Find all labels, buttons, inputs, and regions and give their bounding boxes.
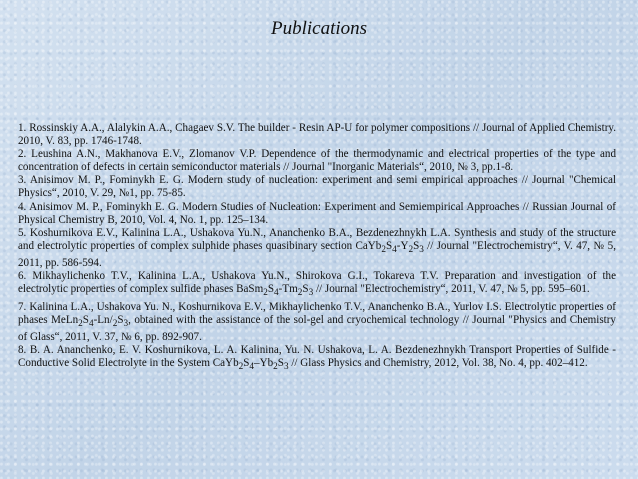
publication-text: // Glass Physics and Chemistry, 2012, Vol. 38, No. 4, pp. 402–412. [288, 357, 588, 370]
publication-text: 7. Kalinina L.A., Ushakova Yu. N., Koshurnikova E.V., Mikhaylichenko T.V., Ananchenko B.A., Yurlov I.S. Electrolytic properties of phases [18, 300, 616, 326]
publication-item [18, 301, 616, 345]
publication-item [18, 344, 616, 374]
publication-item: 2. Leushina A.N., Makhanova E.V., Zlomanov V.P. Dependence of the thermodynamic and electrical properties of the type and concentration of defects in certain semiconductor materials // Journal "Inorganic Materials“, 2010, № 3, pp.1-8. [18, 148, 616, 174]
slide-title: Publications [270, 18, 368, 39]
publication-item [18, 227, 616, 271]
publication-text: 6. Mikhaylichenko T.V., Kalinina L.A., Ushakova Yu.N., Shirokova G.I., Tokareva T.V. Preparation and investigation of the electrolytic properties of complex sulfide phases [18, 270, 616, 296]
publication-item: 4. Anisimov M. P., Fominykh E. G. Modern Studies of Nucleation: Experiment and Semiempirical Approaches // Russian Journal of Physical Chemistry B, 2010, Vol. 4, No. 1, pp. 125–134. [18, 200, 616, 226]
publication-text: , obtained with the assistance of the sol-gel and cryochemical technology // Journal "Physics and Chemistry of Glass“, 2011, V. 37, № 6, pp. 892-907. [18, 313, 616, 344]
chemical-formula: $BaSm_2S_4-Tm_2S_3$ [236, 283, 314, 299]
publication-item: 1. Rossinskiy A.A., Alalykin A.A., Chagaev S.V. The builder - Resin AP-U for polymer compositions // Journal of Applied Chemistry. 2010, V. 83, pp. 1746-1748. [18, 122, 616, 148]
chemical-formula: $CaYb_2S_4-Yb_2S_3$ [212, 357, 289, 373]
chemical-formula: $CaYb_2S_4-Y_2S_3$ [355, 239, 424, 256]
publication-item [18, 270, 616, 300]
publications-list [18, 122, 616, 375]
publication-item: 3. Anisimov M. P., Fominykh E. G. Modern study of nucleation: experiment and semi empirical approaches // Journal "Chemical Physics“, 2010, V. 29, №1, pp. 75-85. [18, 174, 616, 200]
publication-text: // Journal "Electrochemistry“, 2011, V. 47, № 5, pp. 595–601. [313, 283, 590, 296]
publication-text: 8. B. A. Ananchenko, E. V. Koshurnikova, L. A. Kalinina, Yu. N. Ushakova, L. A. Bezdenezhnykh Transport Properties of Sulfide - Conductive Solid Electrolyte in the System [18, 344, 616, 370]
publication-text: 5. Koshurnikova E.V., Kalinina L.A., Ushakova Yu.N., Ananchenko B.A., Bezdenezhnykh L.A. Synthesis and study of the structure and electrolytic properties of complex sulphide phases quasibinary section [18, 226, 616, 252]
publication-text: // Journal "Electrochemistry“, V. 47, № 5, 2011, pp. 586-594. [18, 239, 616, 270]
chemical-formula: $MeLn_2S_4-Ln/_2S_3$ [51, 313, 129, 329]
